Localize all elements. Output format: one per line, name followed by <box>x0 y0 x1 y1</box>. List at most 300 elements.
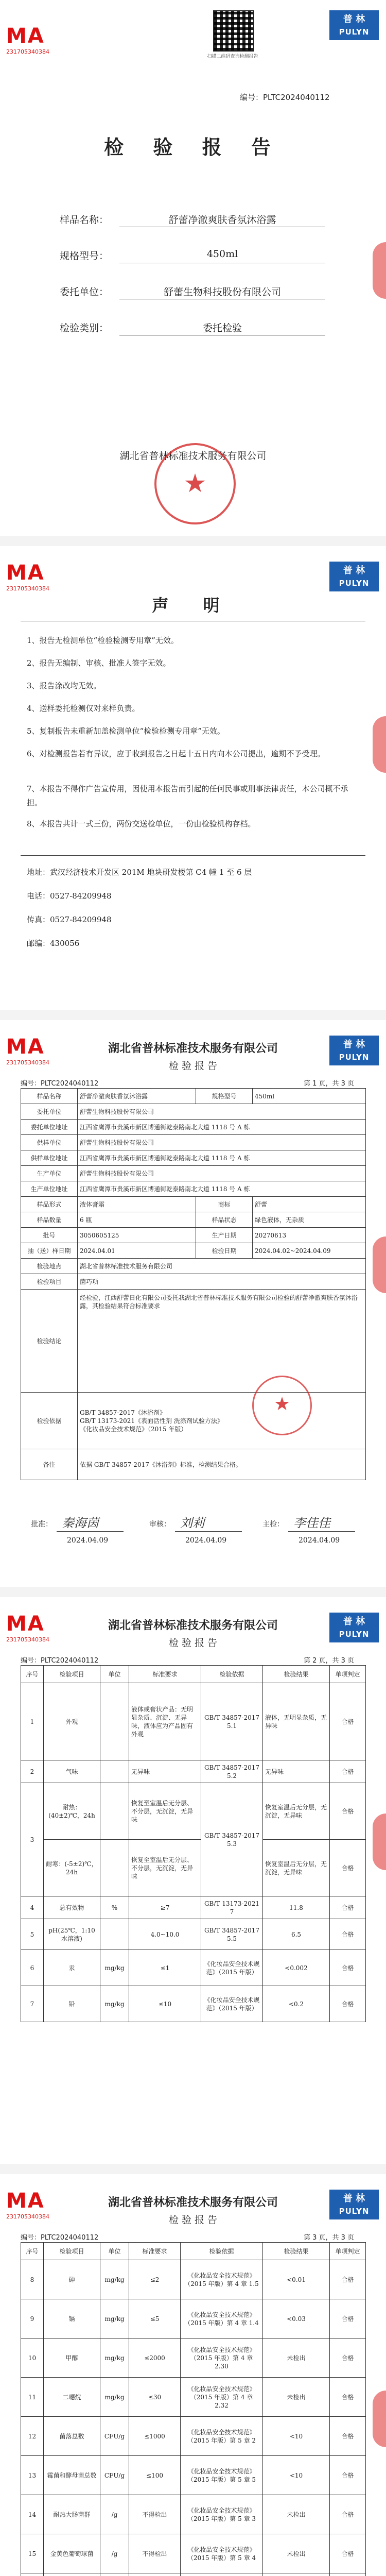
cell: 《化妆品安全技术规范》（2015 年版）第 4 章 1.5 <box>181 2260 263 2299</box>
qr-caption: 扫描二维码查询检测报告 <box>207 54 258 59</box>
cell: 6.5 <box>263 1919 330 1950</box>
info-label: 供样单位 <box>21 1135 78 1150</box>
info-label: 抽（送）样日期 <box>21 1243 78 1259</box>
report-number <box>240 92 330 103</box>
cell: <0.2 <box>263 1986 330 2022</box>
cell: ≤5 <box>129 2299 181 2338</box>
cell: % <box>100 1896 129 1919</box>
pulyn-logo-cn: 普 林 <box>343 565 365 576</box>
cell: 汞 <box>44 1950 100 1986</box>
doc-title: 检 验 报 告 <box>168 1637 218 1649</box>
info-value: 舒蕾生物科技股份有限公司 <box>78 1135 366 1150</box>
table-row <box>21 1290 366 1393</box>
cell: 《化妆品安全技术规范》（2015 年版）第 5 章 2 <box>181 2417 263 2456</box>
page-gap <box>0 2164 386 2174</box>
signature-line <box>175 1531 242 1532</box>
cell: pH(25℃，1:10 水溶液) <box>44 1919 100 1950</box>
pulyn-logo-en: PULYN <box>339 2207 370 2216</box>
declaration-title: 声 明 <box>152 596 234 615</box>
info-value: 舒蕾净澈爽肤香氛沐浴露 <box>78 1089 196 1104</box>
column-header: 检验结果 <box>263 2243 330 2260</box>
table-row <box>21 1683 366 1760</box>
results-table-2 <box>21 2242 366 2576</box>
cell: GB/T 34857-2017 5.1 <box>201 1683 263 1760</box>
table-row <box>21 1135 366 1150</box>
conclusion-text: 经检验，江西舒蕾日化有限公司委托我湖北省普林标准技术服务有限公司检验的舒蕾净澈爽肤香氛沐浴露，其检验结果符合标准要求 <box>78 1290 366 1393</box>
table-header-row <box>21 1666 366 1683</box>
qr-code-icon <box>213 10 254 52</box>
page-gap <box>0 536 386 546</box>
cell <box>330 2573 366 2576</box>
signature-reviewer: 刘莉 <box>180 1516 205 1530</box>
cell: 9 <box>21 2299 44 2338</box>
cell: 合格 <box>330 2417 366 2456</box>
cell: ≤1 <box>129 1950 201 1986</box>
info-value: 舒蕾 <box>253 1197 366 1212</box>
cell: mg/kg <box>100 2260 129 2299</box>
info-table <box>21 1088 366 1480</box>
report-number-value: PLTC2024040112 <box>263 93 330 102</box>
table-header-row <box>21 2243 366 2260</box>
cell <box>263 2573 330 2576</box>
table-row <box>21 1104 366 1120</box>
cell: ≤10 <box>129 1986 201 2022</box>
cell: 合格 <box>330 2456 366 2495</box>
column-header: 检验结果 <box>263 1666 330 1683</box>
table-row <box>21 1393 366 1449</box>
info-label: 检验结论 <box>21 1290 78 1393</box>
signature-role: 审核： <box>149 1520 171 1529</box>
info-label: 样品形式 <box>21 1197 78 1212</box>
table-row <box>21 2417 366 2456</box>
contact-address <box>27 867 252 877</box>
cell: 液体或膏状产品：无明显杂质、沉淀、无异味，液体应为产品固有外观 <box>129 1683 201 1760</box>
table-row <box>21 2260 366 2299</box>
page-counter: 第 2 页，共 3 页 <box>304 1657 355 1665</box>
ma-cert-number: 23170534038​4 <box>6 585 49 592</box>
cell: CFU/g <box>100 2417 129 2456</box>
results-page-1 <box>0 1597 386 2164</box>
seal-seam <box>373 716 386 773</box>
contact-label: 邮编： <box>27 939 50 948</box>
pulyn-logo-cn: 普 林 <box>343 1039 365 1050</box>
declaration-item: 4、送样委托检测仅对来样负责。 <box>27 704 140 713</box>
cell: mg/kg <box>100 2338 129 2378</box>
cell: 2 <box>21 1760 44 1783</box>
info-value: 绿色液体，无杂质 <box>253 1212 366 1228</box>
cell: ≤1000 <box>129 2417 181 2456</box>
cell: mg/kg <box>100 1950 129 1986</box>
info-label: 备注 <box>21 1449 78 1480</box>
cell <box>100 1683 129 1760</box>
ma-cert-number: 23170534038​4 <box>6 1636 49 1643</box>
cell: 15 <box>21 2534 44 2573</box>
table-row <box>21 1150 366 1166</box>
pulyn-logo-en: PULYN <box>339 1630 370 1639</box>
table-row <box>21 1197 366 1212</box>
table-row <box>21 2456 366 2495</box>
signature-line <box>57 1531 124 1532</box>
ma-mark <box>6 562 63 592</box>
table-row <box>21 1919 366 1950</box>
ma-logo: MA <box>6 1612 45 1636</box>
cell: 合格 <box>330 2260 366 2299</box>
info-label: 委托单位地址 <box>21 1120 78 1135</box>
ma-logo: MA <box>6 2189 45 2213</box>
info-label: 检验项目 <box>21 1274 78 1290</box>
info-value: 20270613 <box>253 1228 366 1243</box>
info-label: 商标 <box>196 1197 253 1212</box>
cell: 13 <box>21 2456 44 2495</box>
cell: <0.01 <box>263 2260 330 2299</box>
column-header: 检验项目 <box>44 2243 100 2260</box>
cell: 11.8 <box>263 1896 330 1919</box>
cell: ≤2 <box>129 2260 181 2299</box>
column-header: 序号 <box>21 2243 44 2260</box>
org-title: 湖北省普林标准技术服务有限公司 <box>108 1042 278 1055</box>
cell: <0.03 <box>263 2299 330 2338</box>
table-row <box>21 1449 366 1480</box>
page-report-number: 编号：PLTC2024040112 <box>21 2234 99 2242</box>
cell: 合格 <box>330 1760 366 1783</box>
signature-role: 主检： <box>262 1520 284 1529</box>
column-header: 标准要求 <box>129 2243 181 2260</box>
cell: ≤100 <box>129 2456 181 2495</box>
cell: 镉 <box>44 2299 100 2338</box>
info-value: 450ml <box>253 1089 366 1104</box>
info-value: 舒蕾生物科技股份有限公司 <box>78 1166 366 1181</box>
cell: 菌落总数 <box>44 2417 100 2456</box>
cell: 合格 <box>330 2534 366 2573</box>
seal-seam <box>373 242 386 299</box>
cell: <10 <box>263 2456 330 2495</box>
column-header: 检验项目 <box>44 1666 100 1683</box>
table-row <box>21 1896 366 1919</box>
ma-mark <box>6 25 63 55</box>
field-client-label: 委托单位： <box>60 286 109 298</box>
cell: 恢复至室温后无分层、不分层，无沉淀，无异味 <box>129 1840 201 1896</box>
cover-title: 检 验 报 告 <box>104 135 282 159</box>
page-counter: 第 1 页，共 3 页 <box>304 1080 355 1088</box>
table-row <box>21 1274 366 1290</box>
column-header: 单项判定 <box>330 2243 366 2260</box>
column-header: 单位 <box>100 2243 129 2260</box>
cell: 11 <box>21 2378 44 2417</box>
ma-cert-number: 23170534038​4 <box>6 48 49 55</box>
cell: 二噁烷 <box>44 2378 100 2417</box>
pulyn-logo <box>329 562 379 591</box>
pulyn-logo <box>329 10 379 40</box>
contact-label: 电话： <box>27 891 50 901</box>
cell: 合格 <box>330 1919 366 1950</box>
cell: 《化妆品安全技术规范》（2015 年版）第 4 章 2.30 <box>181 2338 263 2378</box>
cell: 无异味 <box>263 1760 330 1783</box>
cell: 合格 <box>330 2378 366 2417</box>
info-value: 6 瓶 <box>78 1212 196 1228</box>
cell: 合格 <box>330 1950 366 1986</box>
contact-value: 0527-84209948 <box>50 891 112 901</box>
cell <box>181 2573 263 2576</box>
cell: 合格 <box>330 1986 366 2022</box>
page-gap <box>0 1587 386 1597</box>
cell: 无异味 <box>129 1760 201 1783</box>
table-row <box>21 2338 366 2378</box>
cell: 不得检出 <box>129 2495 181 2534</box>
cell <box>21 2573 44 2576</box>
cell <box>44 2573 100 2576</box>
cell: <0.002 <box>263 1950 330 1986</box>
cell: 未检出 <box>263 2378 330 2417</box>
pulyn-logo-cn: 普 林 <box>343 14 365 25</box>
ma-logo: MA <box>6 24 45 48</box>
page-counter: 第 3 页，共 3 页 <box>304 2234 355 2242</box>
page-report-number: 编号：PLTC2024040112 <box>21 1080 99 1088</box>
contact-value: 430056 <box>50 939 80 948</box>
cell: 恢复室温后无分层，无沉淀，无异味 <box>263 1783 330 1840</box>
field-spec-value: 450ml <box>206 248 238 260</box>
cell: 《化妆品安全技术规范》（2015 年版）第 5 章 4 <box>181 2534 263 2573</box>
cell: 合格 <box>330 1840 366 1896</box>
contact-fax <box>27 914 112 925</box>
contact-value: 武汉经济技术开发区 201M 地块研发楼第 C4 幢 1 至 6 层 <box>50 868 252 877</box>
cell: 外观 <box>44 1683 100 1760</box>
table-row <box>21 2534 366 2573</box>
table-row <box>21 1089 366 1104</box>
official-stamp <box>252 1376 312 1435</box>
declaration-item: 1、报告无检测单位“检验检测专用章”无效。 <box>27 636 179 645</box>
declaration-item: 2、报告无编制、审核、批准人签字无效。 <box>27 658 171 668</box>
info-value: 2024.04.02~2024.04.09 <box>253 1243 366 1259</box>
ma-logo: MA <box>6 561 45 585</box>
cell: 《化妆品安全技术规范》（2015 年版） <box>201 1986 263 2022</box>
cell: 耐寒：(-5±2)℃，24h <box>44 1840 100 1896</box>
cell: 合格 <box>330 2495 366 2534</box>
cell: 不得检出 <box>129 2534 181 2573</box>
cell <box>100 1840 129 1896</box>
table-row <box>21 2573 366 2576</box>
info-label: 生产单位地址 <box>21 1181 78 1197</box>
table-row <box>21 1760 366 1783</box>
signature-approver: 秦海茵 <box>62 1516 99 1530</box>
seal-seam <box>373 1814 386 1870</box>
report-number-label: 编号： <box>240 93 264 102</box>
signature-date: 2024.04.09 <box>67 1536 109 1545</box>
cell: GB/T 34857-2017 5.5 <box>201 1919 263 1950</box>
declaration-page <box>0 546 386 1010</box>
table-row <box>21 1228 366 1243</box>
table-row <box>21 1259 366 1274</box>
cell: 铅 <box>44 1986 100 2022</box>
cell: <10 <box>263 2417 330 2456</box>
official-stamp <box>154 443 236 524</box>
cover-issuer: 湖北省普林标准技术服务有限公司 <box>119 450 267 462</box>
contact-postcode <box>27 938 79 948</box>
declaration-item: 7、本报告不得作广告宣传用，因使用本报告而引起的任何民事或刑事法律责任，本公司概不承担。 <box>27 784 348 807</box>
info-value: 液体膏霜 <box>78 1197 196 1212</box>
cell: mg/kg <box>100 2299 129 2338</box>
cell: 《化妆品安全技术规范》（2015 年版）第 5 章 5 <box>181 2456 263 2495</box>
column-header: 标准要求 <box>129 1666 201 1683</box>
info-value: 江西省鹰潭市贵溪市新区博通街乾泰路南北大道 1118 号 A 栋 <box>78 1150 366 1166</box>
cell: mg/kg <box>100 1986 129 2022</box>
cell: 甲醇 <box>44 2338 100 2378</box>
cell: 合格 <box>330 1683 366 1760</box>
table-row <box>21 1840 366 1896</box>
cell: 合格 <box>330 1896 366 1919</box>
cell <box>100 2573 129 2576</box>
column-header: 序号 <box>21 1666 44 1683</box>
cell: GB/T 34857-2017 5.2 <box>201 1760 263 1783</box>
org-title: 湖北省普林标准技术服务有限公司 <box>108 1619 278 1632</box>
cell: 砷 <box>44 2260 100 2299</box>
table-row <box>21 1120 366 1135</box>
cell: ≥7 <box>129 1896 201 1919</box>
cell: /g <box>100 2495 129 2534</box>
info-label: 生产单位 <box>21 1166 78 1181</box>
table-row <box>21 1783 366 1840</box>
cell: 7 <box>21 1986 44 2022</box>
cell <box>129 2573 181 2576</box>
field-type-value: 委托检验 <box>202 323 242 334</box>
cell <box>100 1760 129 1783</box>
table-row <box>21 2495 366 2534</box>
signature-inspector: 李佳佳 <box>293 1516 330 1530</box>
cover-page <box>0 0 386 536</box>
info-value: 江西省鹰潭市贵溪市新区博通街乾泰路南北大道 1118 号 A 栋 <box>78 1120 366 1135</box>
cell: GB/T 34857-2017 5.3 <box>201 1783 263 1896</box>
signature-date: 2024.04.09 <box>299 1536 340 1545</box>
info-label: 样品数量 <box>21 1212 78 1228</box>
info-label: 检验依据 <box>21 1393 78 1449</box>
info-label: 样品名称 <box>21 1089 78 1104</box>
page-gap <box>0 1010 386 1020</box>
cell: mg/kg <box>100 2378 129 2417</box>
cell: /g <box>100 2534 129 2573</box>
cell: 《化妆品安全技术规范》（2015 年版） <box>201 1950 263 1986</box>
column-header: 检验依据 <box>181 2243 263 2260</box>
pulyn-logo-cn: 普 林 <box>343 2193 365 2204</box>
cell: 金黄色葡萄球菌 <box>44 2534 100 2573</box>
info-value: 江西省鹰潭市贵溪市新区博通街乾泰路南北大道 1118 号 A 栋 <box>78 1181 366 1197</box>
pulyn-logo-en: PULYN <box>339 27 370 37</box>
cell: 12 <box>21 2417 44 2456</box>
info-label: 规格型号 <box>196 1089 253 1104</box>
cell: CFU/g <box>100 2456 129 2495</box>
contact-phone <box>27 890 112 901</box>
results-table-1 <box>21 1665 366 2022</box>
pulyn-logo-en: PULYN <box>339 579 370 588</box>
cell: GB/T 13173-2021 7 <box>201 1896 263 1919</box>
info-label: 供样单位地址 <box>21 1150 78 1166</box>
cell: 耐热：(40±2)℃，24h <box>44 1783 100 1840</box>
cell: 10 <box>21 2338 44 2378</box>
cell: 气味 <box>44 1760 100 1783</box>
info-label: 生产日期 <box>196 1228 253 1243</box>
column-header: 检验依据 <box>201 1666 263 1683</box>
divider <box>21 855 365 856</box>
declaration-item: 5、复制报告未重新加盖检测单位“检验检测专用章”无效。 <box>27 726 225 736</box>
cell: 恢复室温后无分层，无沉淀，无异味 <box>263 1840 330 1896</box>
contact-label: 地址： <box>27 868 50 877</box>
field-spec-label: 规格型号： <box>60 250 109 262</box>
cell: 3 <box>21 1783 44 1896</box>
cell: 8 <box>21 2260 44 2299</box>
table-row <box>21 2299 366 2338</box>
declaration-item: 8、本报告共计一式三份，两份交送检单位，一份由检验机构存档。 <box>27 819 256 828</box>
cell: 液体，无明显杂质，无异味 <box>263 1683 330 1760</box>
table-row <box>21 1181 366 1197</box>
stamp-star-icon: ★ <box>273 1394 291 1415</box>
pulyn-logo-en: PULYN <box>339 1053 370 1062</box>
cell: 4 <box>21 1896 44 1919</box>
cell: 未检出 <box>263 2495 330 2534</box>
cell: 耐热大肠菌群 <box>44 2495 100 2534</box>
cell: 《化妆品安全技术规范》（2015 年版）第 4 章 1.4 <box>181 2299 263 2338</box>
cell: 合格 <box>330 2299 366 2338</box>
results-page-2 <box>0 2174 386 2576</box>
doc-title: 检 验 报 告 <box>168 1060 218 1072</box>
cell <box>100 1919 129 1950</box>
info-label: 委托单位 <box>21 1104 78 1120</box>
field-type-label: 检验类别： <box>60 323 109 334</box>
table-row <box>21 2378 366 2417</box>
report-info-page <box>0 1020 386 1587</box>
stamp-star-icon: ★ <box>183 468 207 498</box>
cell <box>100 1783 129 1840</box>
cell: 5 <box>21 1919 44 1950</box>
page-report-number: 编号：PLTC2024040112 <box>21 1657 99 1665</box>
cell: 未检出 <box>263 2338 330 2378</box>
table-row <box>21 1212 366 1228</box>
cell: 6 <box>21 1950 44 1986</box>
column-header: 单项判定 <box>330 1666 366 1683</box>
table-row <box>21 1166 366 1181</box>
ma-cert-number: 23170534038​4 <box>6 2213 49 2220</box>
pulyn-logo-cn: 普 林 <box>343 1616 365 1627</box>
column-header: 单位 <box>100 1666 129 1683</box>
info-value: 湖北省普林标准技术服务有限公司 <box>78 1259 366 1274</box>
cell: 《化妆品安全技术规范》（2015 年版）第 4 章 2.32 <box>181 2378 263 2417</box>
field-sample-name-value: 舒蕾净澈爽肤香氛沐浴露 <box>168 214 276 226</box>
table-row <box>21 1243 366 1259</box>
declaration-item: 3、报告涂改均无效。 <box>27 681 101 690</box>
cell: 恢复至室温后无分层、不分层，无沉淀，无异味 <box>129 1783 201 1840</box>
field-client-value: 舒蕾生物科技股份有限公司 <box>163 286 281 298</box>
seal-seam <box>373 2391 386 2447</box>
table-row <box>21 1986 366 2022</box>
info-value: 3050605125 <box>78 1228 196 1243</box>
info-value: 菌巧项 <box>78 1274 366 1290</box>
contact-label: 传真： <box>27 915 50 924</box>
seal-seam <box>373 1236 386 1293</box>
remark-text: 依据 GB/T 34857-2017《沐浴剂》标准，检测结果合格。 <box>78 1449 366 1480</box>
ma-cert-number: 23170534038​4 <box>6 1059 49 1066</box>
signature-role: 批准： <box>31 1520 52 1529</box>
doc-title: 检 验 报 告 <box>168 2214 218 2226</box>
cell: 合格 <box>330 2338 366 2378</box>
table-row <box>21 1950 366 1986</box>
info-label: 检验地点 <box>21 1259 78 1274</box>
declaration-item: 6、对检测报告若有异议，应于收到报告之日起十五日内向本公司提出，逾期不予受理。 <box>27 749 325 758</box>
cell: 4.0~10.0 <box>129 1919 201 1950</box>
cell: 霉菌和酵母菌总数 <box>44 2456 100 2495</box>
cell: 《化妆品安全技术规范》（2015 年版）第 5 章 3 <box>181 2495 263 2534</box>
ma-logo: MA <box>6 1035 45 1059</box>
signature-line <box>288 1531 355 1532</box>
cell: 14 <box>21 2495 44 2534</box>
cell: ≤30 <box>129 2378 181 2417</box>
cell: 合格 <box>330 1783 366 1840</box>
